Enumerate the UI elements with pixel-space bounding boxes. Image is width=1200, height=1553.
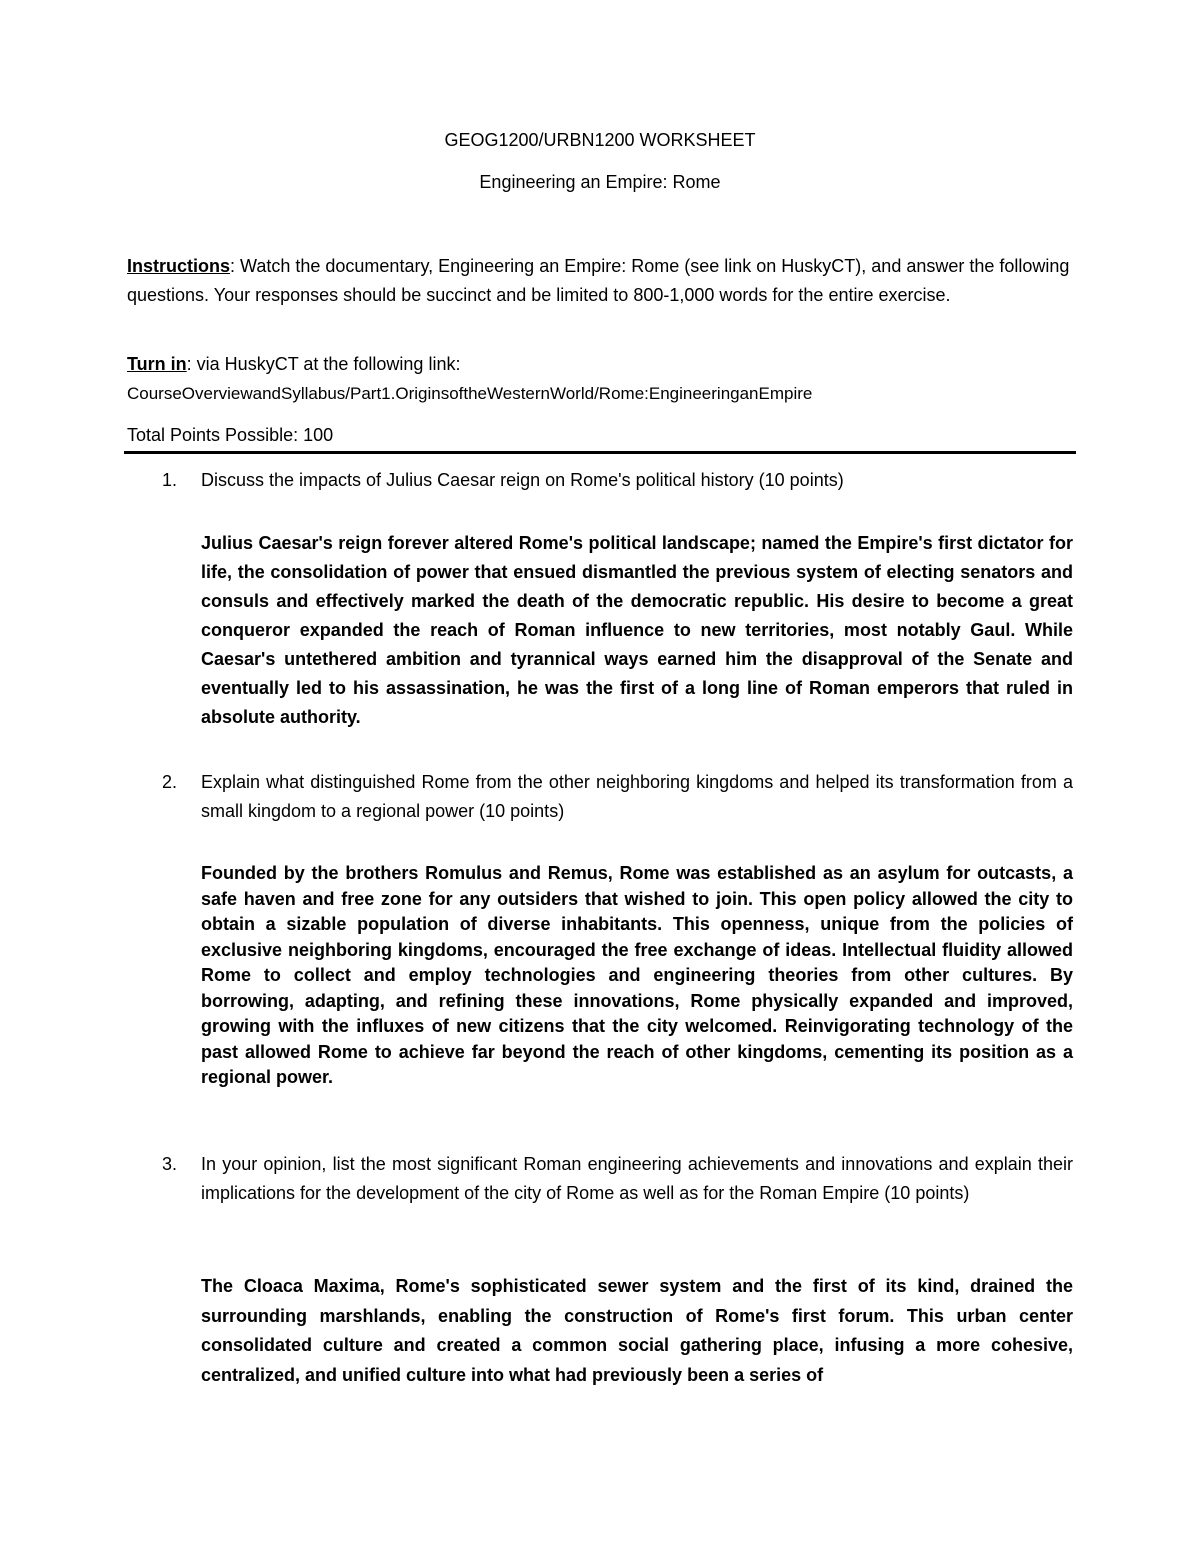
question-item xyxy=(127,768,1073,826)
question-number: 1. xyxy=(162,470,178,490)
total-points: Total Points Possible: 100 xyxy=(127,425,334,445)
question-prompt: In your opinion, list the most significant Roman engineering achievements and innovations and explain their implications for the development of the city of Rome as well as for the Roman Empire (10 points) xyxy=(201,1154,1073,1203)
instructions-label: Instructions xyxy=(127,256,231,276)
instructions-paragraph: Instructions: Watch the documentary, Engineering an Empire: Rome (see link on HuskyCT), and answer the following questions. Your responses should be succinct and be limited to 800-1,000 words for the entire exercise. xyxy=(127,256,1070,305)
turn-in-text: via HuskyCT at the following link: xyxy=(196,354,461,374)
answer-text: The Cloaca Maxima, Rome's sophisticated sewer system and the first of its kind, drained the surrounding marshlands, enabling the construction of Rome's first forum. This urban center consolidated culture and created a common social gathering place, infusing a more cohesive, centralized, and unified culture into what had previously been a series of xyxy=(201,1276,1073,1385)
worksheet-subtitle: Engineering an Empire: Rome xyxy=(479,172,721,192)
question-item xyxy=(127,466,1073,495)
answer-text: Founded by the brothers Romulus and Remus, Rome was established as an asylum for outcasts, a safe haven and free zone for any outsiders that wished to join. This open policy allowed the city to obtain a sizable population of diverse inhabitants. This openness, unique from the policies of exclusive neighboring kingdoms, encouraged the free exchange of ideas. Intellectual fluidity allowed Rome to collect and employ technologies and engineering theories from other cultures. By borrowing, adapting, and refining these innovations, Rome physically expanded and improved, growing with the influxes of new citizens that the city welcomed. Reinvigorating technology of the past allowed Rome to achieve far beyond the reach of other kingdoms, cementing its position as a regional power. xyxy=(201,863,1073,1087)
question-number: 2. xyxy=(162,772,178,792)
divider-rule xyxy=(124,451,1076,454)
question-item xyxy=(127,1150,1073,1208)
course-title: GEOG1200/URBN1200 WORKSHEET xyxy=(444,130,756,150)
question-prompt: Explain what distinguished Rome from the other neighboring kingdoms and helped its transformation from a small kingdom to a regional power (10 points) xyxy=(201,772,1073,821)
answer-text: Julius Caesar's reign forever altered Rome's political landscape; named the Empire's first dictator for life, the consolidation of power that ensued dismantled the previous system of electing senators and consuls and effectively marked the death of the democratic republic. His desire to become a great conqueror expanded the reach of Roman influence to new territories, most notably Gaul. While Caesar's untethered ambition and tyrannical ways earned him the disapproval of the Senate and eventually led to his assassination, he was the first of a long line of Roman emperors that ruled in absolute authority. xyxy=(201,533,1073,727)
question-prompt: Discuss the impacts of Julius Caesar reign on Rome's political history (10 points) xyxy=(201,470,844,490)
question-number: 3. xyxy=(162,1154,178,1174)
instructions-text: Watch the documentary, Engineering an Empire: Rome (see link on HuskyCT), and answer the following questions. Your responses should be succinct and be limited to 800-1,000 words for the entire exercise. xyxy=(127,256,1070,305)
turn-in-paragraph: Turn in: via HuskyCT at the following link: CourseOverviewandSyllabus/Part1.OriginsoftheWesternWorld/Rome:EngineeringanEmpire xyxy=(127,350,1073,408)
turn-in-label: Turn in xyxy=(127,354,187,374)
turn-in-path: CourseOverviewandSyllabus/Part1.OriginsoftheWesternWorld/Rome:EngineeringanEmpire xyxy=(127,384,813,403)
